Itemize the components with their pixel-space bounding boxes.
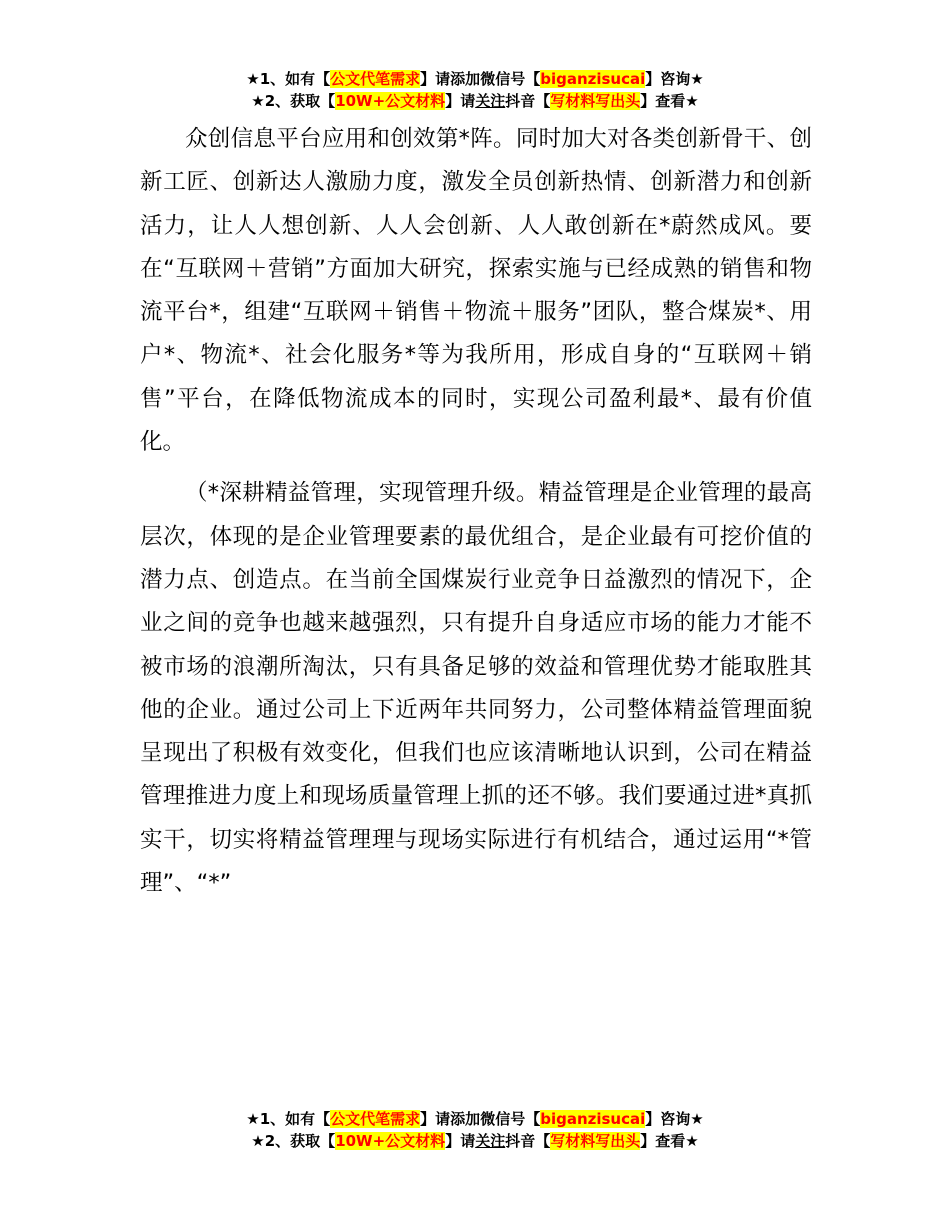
header-ad-line-1-highlight-service: 公文代笔需求 <box>330 70 421 88</box>
footer-ad-line-2-mid-2: 抖音【 <box>505 1132 551 1150</box>
footer-ad-line-1-suffix: 】咨询★ <box>645 1110 704 1128</box>
footer-ad-line-1-highlight-service: 公文代笔需求 <box>330 1110 421 1128</box>
header-ad-line-2-mid: 】请 <box>445 92 476 110</box>
header-ad-line-1-suffix: 】咨询★ <box>645 70 704 88</box>
footer-ad <box>0 1108 950 1152</box>
footer-ad-line-2-prefix: ★2、获取【 <box>251 1132 336 1150</box>
header-ad-line-1-highlight-wechat: biganzisucai <box>540 70 646 88</box>
footer-ad-line-1-prefix: ★1、如有【 <box>246 1110 331 1128</box>
footer-ad-line-2-suffix: 】查看★ <box>640 1132 699 1150</box>
footer-ad-line-1-mid-2: 微信号【 <box>480 1110 541 1128</box>
header-ad-line-2-prefix: ★2、获取【 <box>251 92 336 110</box>
footer-ad-line-2-highlight-douyin: 写材料写出头 <box>550 1132 641 1150</box>
body-paragraph-1: 众创信息平台应用和创效第*阵。同时加大对各类创新骨干、创新工匠、创新达人激励力度，激发全员创新热情、创新潜力和创新活力，让人人想创新、人人会创新、人人敢创新在*蔚然成风。要在“互联网＋营销”方面加大研究，探索实施与已经成熟的销售和物流平台*，组建“互联网＋销售＋物流＋服务”团队，整合煤炭*、用户*、物流*、社会化服务*等为我所用，形成自身的“互联网＋销售”平台，在降低物流成本的同时，实现公司盈利最*、最有价值化。 <box>140 126 812 456</box>
footer-ad-line-2 <box>0 1130 950 1152</box>
header-ad-line-2 <box>0 90 950 112</box>
header-ad-line-1 <box>0 68 950 90</box>
header-ad-line-1-mid-2: 微信号【 <box>480 70 541 88</box>
document-body <box>140 118 812 905</box>
footer-ad-line-2-underlined: 关注 <box>475 1132 506 1150</box>
header-ad-line-2-highlight-materials: 10W+公文材料 <box>335 92 446 110</box>
footer-ad-line-1 <box>0 1108 950 1130</box>
footer-ad-line-1-highlight-wechat: biganzisucai <box>540 1110 646 1128</box>
header-ad-line-2-underlined: 关注 <box>475 92 506 110</box>
footer-ad-line-2-highlight-materials: 10W+公文材料 <box>335 1132 446 1150</box>
header-ad-line-2-highlight-douyin: 写材料写出头 <box>550 92 641 110</box>
header-ad-line-1-mid: 】请添加 <box>420 70 481 88</box>
header-ad-line-1-prefix: ★1、如有【 <box>246 70 331 88</box>
footer-ad-line-2-mid: 】请 <box>445 1132 476 1150</box>
body-paragraph-2: （*深耕精益管理，实现管理升级。精益管理是企业管理的最高层次，体现的是企业管理要素的最优组合，是企业最有可挖价值的潜力点、创造点。在当前全国煤炭行业竞争日益激烈的情况下，企业之间的竞争也越来越强烈，只有提升自身适应市场的能力才能不被市场的浪潮所淘汰，只有具备足够的效益和管理优势才能取胜其他的企业。通过公司上下近两年共同努力，公司整体精益管理面貌呈现出了积极有效变化，但我们也应该清晰地认识到，公司在精益管理推进力度上和现场质量管理上抓的还不够。我们要通过进*真抓实干，切实将精益管理理与现场实际进行有机结合，通过运用“*管理”、“*” <box>140 480 812 897</box>
header-ad-line-2-mid-2: 抖音【 <box>505 92 551 110</box>
header-ad <box>0 68 950 112</box>
header-ad-line-2-suffix: 】查看★ <box>640 92 699 110</box>
footer-ad-line-1-mid: 】请添加 <box>420 1110 481 1128</box>
